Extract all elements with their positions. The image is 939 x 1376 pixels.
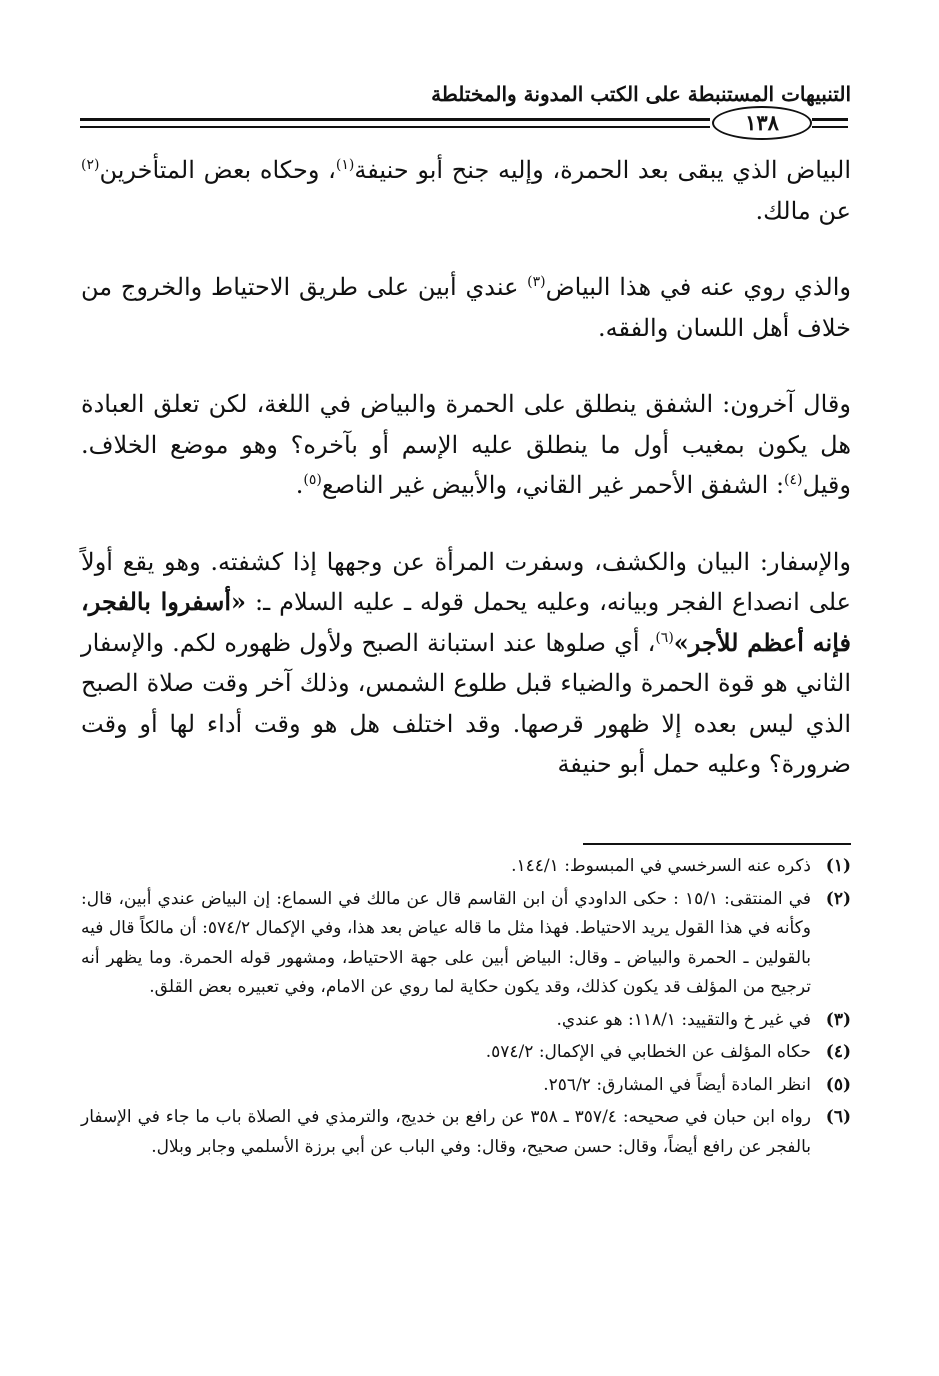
footnote-item [81,852,851,882]
footnote-number: (٥) [825,1074,851,1095]
paragraph-3 [81,384,851,506]
footnote-ref[interactable]: (٥) [303,472,322,488]
paragraph-text: ، وحكاه بعض المتأخرين [99,156,336,184]
footnote-ref[interactable]: (٣) [527,274,546,290]
footnote-item [81,1006,851,1036]
footnote-ref[interactable]: (٢) [81,157,100,173]
footnote-number: (١) [825,856,851,876]
paragraph-text: البياض الذي يبقى بعد الحمرة، وإليه جنح أبو حنيفة [354,156,852,184]
footnote-text: ذكره عنه السرخسي في المبسوط: ١٤٤/١. [511,856,811,876]
footnote-ref[interactable]: (٦) [655,629,674,646]
footnote-number: (٢) [825,888,851,909]
paragraph-1 [81,150,851,231]
footnote-ref[interactable]: (٤) [784,472,803,488]
paragraph-4 [81,542,851,785]
footnote-item [81,885,851,1003]
hadith-quote: «أسفروا بالفجر، فإنه أعظم للأجر» [81,587,851,657]
footnote-text: في المنتقى: ١٥/١ : حكى الداودي أن ابن القاسم قال عن مالك في السماع: إن البياض عندي أبين، قال: وكأنه في هذا القول يريد الاحتياط. فهذا مثل ما قاله عياض بعد هذا، وفي الإكمال ٥٧٤/٢: أن مالكاً قال فيه بالقولين ـ الحمرة والبياض ـ وقال: البياض أبين على جهة الاحتياط، ومشهور قوله الحمرة. وما يظهر أنه ترجيح من المؤلف قد يكون كذلك، وقد يكون حكاية لما روي عن الامام، وفي تعبيره بعض القلق. [81,888,812,997]
footnote-ref[interactable]: (١) [335,157,355,173]
header-rule-thick-right [812,118,848,121]
running-header-title: التنبيهات المستنبطة على الكتب المدونة والمختلطة [431,82,851,106]
header-rule-thin [80,126,710,128]
paragraph-text: عندي أبين على طريق الاحتياط والخروج من خلاف أهل اللسان والفقه. [81,273,851,342]
header-rule-thick [80,118,710,121]
footnotes [81,852,851,1165]
paragraph-text: عن مالك. [755,196,851,225]
footnote-text: في غير خ والتقييد: ١١٨/١: هو عندي. [556,1009,811,1030]
paragraph-text: ، أي صلوها عند استبانة الصبح ولأول ظهوره لكم. والإسفار الثاني هو قوة الحمرة والضياء قبل طلوع الشمس، وذلك آخر وقت صلاة الصبح الذي ليس بعده إلا ظهور قرصها. وقد اختلف هل هو وقت أداء لها أو وقت ضرورة؟ وعليه حمل أبو حنيفة [81,628,851,778]
footnote-text: حكاه المؤلف عن الخطابي في الإكمال: ٥٧٤/٢. [485,1042,811,1062]
footnote-item [81,1071,851,1101]
footnote-number: (٤) [825,1042,851,1062]
header-rule-thin-right [812,126,848,128]
footnote-number: (٦) [825,1107,851,1127]
footnote-item [81,1038,851,1068]
paragraph-text: : الشفق الأحمر غير القاني، والأبيض غير الناصع [321,471,785,499]
footnote-number: (٣) [825,1009,851,1030]
footnote-text: رواه ابن حبان في صحيحه: ٣٥٧/٤ ـ ٣٥٨ عن رافع بن خديج، والترمذي في الصلاة باب ما جاء في الإسفار بالفجر عن رافع أيضاً، وقال: حسن صحيح، وقال: وفي الباب عن أبي برزة الأسلمي وجابر وبلال. [81,1107,811,1157]
footnote-text: انظر المادة أيضاً في المشارق: ٢٥٦/٢. [543,1074,811,1095]
paragraph-2 [81,267,851,348]
paragraph-text: والذي روي عنه في هذا البياض [545,273,852,301]
page-number-badge: ١٣٨ [712,106,812,140]
paragraph-text: وقال آخرون: الشفق ينطلق على الحمرة والبياض في اللغة، لكن تعلق العبادة هل يكون بمغيب أول ما ينطلق عليه الإسم أو بآخره؟ وهو موضع الخلاف. وقيل [81,390,851,499]
paragraph-text: والإسفار: البيان والكشف، وسفرت المرأة عن وجهها إذا كشفته. وهو يقع أولاً على انصداع الفجر وبيانه، وعليه يحمل قوله ـ عليه السلام ـ: [81,547,851,616]
main-text [81,150,851,808]
paragraph-text: . [295,471,304,499]
footnote-separator [583,843,851,845]
footnote-item [81,1103,851,1162]
